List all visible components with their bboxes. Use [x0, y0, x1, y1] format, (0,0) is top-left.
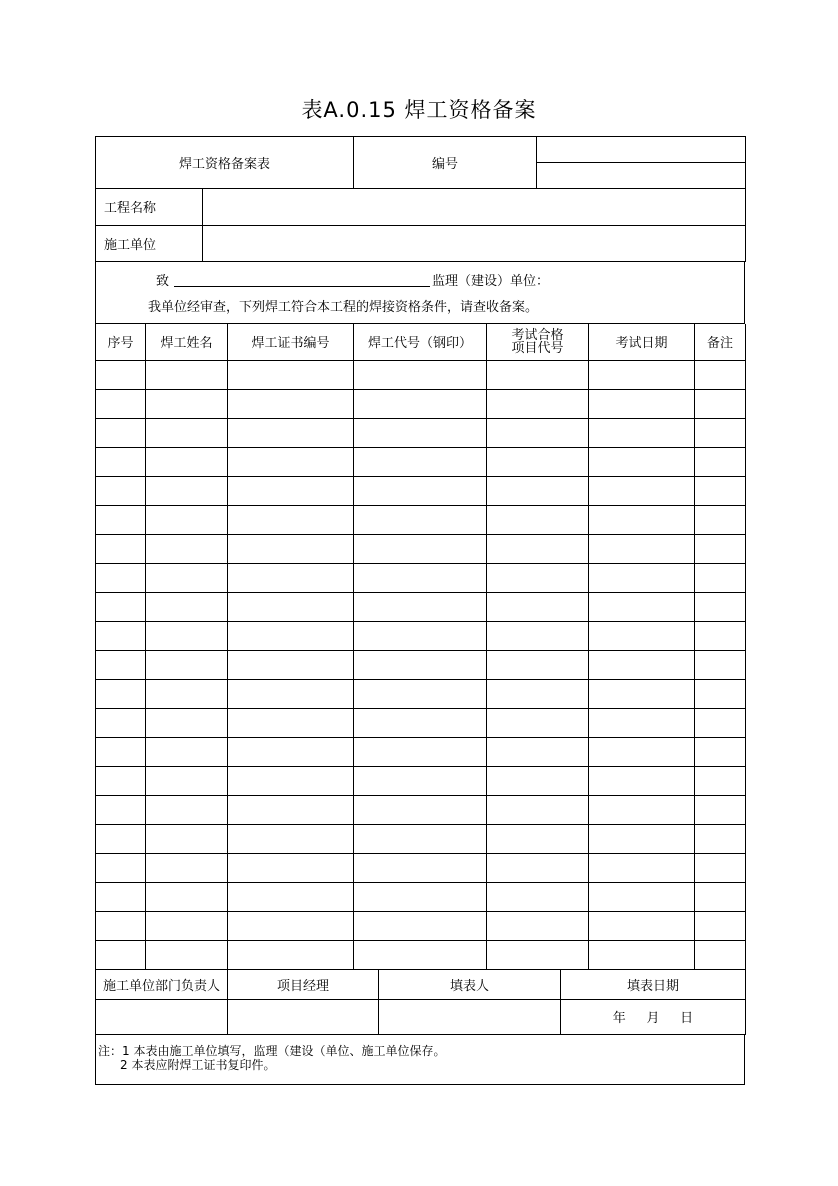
table-cell[interactable]	[228, 854, 354, 883]
table-cell[interactable]	[487, 680, 589, 709]
table-cell[interactable]	[589, 912, 695, 941]
table-cell[interactable]	[354, 419, 487, 448]
welder-rows	[96, 361, 746, 970]
table-cell[interactable]	[228, 941, 354, 970]
table-cell[interactable]	[354, 680, 487, 709]
table-cell[interactable]	[589, 796, 695, 825]
table-row	[96, 564, 746, 593]
table-cell[interactable]	[487, 854, 589, 883]
table-cell[interactable]	[589, 941, 695, 970]
table-cell[interactable]	[695, 564, 746, 593]
table-cell[interactable]	[487, 796, 589, 825]
table-cell[interactable]	[589, 419, 695, 448]
table-cell[interactable]	[487, 767, 589, 796]
fill-date-label: 填表日期	[561, 970, 746, 999]
table-cell[interactable]	[96, 419, 146, 448]
col-header-qualified-line1: 考试合格	[511, 327, 564, 343]
table-cell[interactable]	[96, 680, 146, 709]
table-cell[interactable]	[354, 622, 487, 651]
table-cell[interactable]	[354, 477, 487, 506]
table-cell[interactable]	[695, 912, 746, 941]
table-cell[interactable]	[695, 477, 746, 506]
table-row	[96, 738, 746, 767]
table-cell[interactable]	[354, 506, 487, 535]
table-cell[interactable]	[487, 506, 589, 535]
table-cell[interactable]	[589, 390, 695, 419]
table-cell[interactable]	[589, 622, 695, 651]
table-cell[interactable]	[354, 564, 487, 593]
table-cell[interactable]	[589, 506, 695, 535]
table-row	[96, 448, 746, 477]
table-cell[interactable]	[146, 738, 228, 767]
table-cell[interactable]	[487, 825, 589, 854]
table-cell[interactable]	[146, 564, 228, 593]
construction-unit-label: 施工单位	[96, 225, 203, 261]
table-cell[interactable]	[695, 941, 746, 970]
table-cell[interactable]	[228, 622, 354, 651]
table-cell[interactable]	[96, 651, 146, 680]
table-cell[interactable]	[354, 651, 487, 680]
table-cell[interactable]	[96, 361, 146, 390]
table-cell[interactable]	[354, 593, 487, 622]
table-cell[interactable]	[695, 419, 746, 448]
recipient-field[interactable]	[174, 286, 430, 287]
supervisor-label: 监理（建设）单位：	[432, 273, 550, 289]
table-row	[96, 825, 746, 854]
table-cell[interactable]	[146, 912, 228, 941]
table-cell[interactable]	[146, 361, 228, 390]
table-cell[interactable]	[228, 593, 354, 622]
table-row	[96, 854, 746, 883]
table-cell[interactable]	[487, 912, 589, 941]
table-cell[interactable]	[354, 912, 487, 941]
table-cell[interactable]	[146, 506, 228, 535]
table-cell[interactable]	[146, 854, 228, 883]
filler-signature[interactable]	[379, 999, 561, 1034]
table-cell[interactable]	[96, 883, 146, 912]
table-cell[interactable]	[487, 477, 589, 506]
number-field-1[interactable]	[537, 137, 746, 163]
table-cell[interactable]	[695, 390, 746, 419]
table-cell[interactable]	[228, 883, 354, 912]
page-title: 表A.0.15 焊工资格备案	[301, 98, 537, 122]
table-cell[interactable]	[96, 564, 146, 593]
table-cell[interactable]	[695, 883, 746, 912]
table-cell[interactable]	[146, 796, 228, 825]
table-cell[interactable]	[589, 767, 695, 796]
table-cell[interactable]	[589, 651, 695, 680]
note-line-2: 2 本表应附焊工证书复印件。	[120, 1057, 276, 1072]
table-cell[interactable]	[589, 680, 695, 709]
table-cell[interactable]	[146, 941, 228, 970]
table-cell[interactable]	[354, 767, 487, 796]
table-cell[interactable]	[695, 651, 746, 680]
table-cell[interactable]	[354, 941, 487, 970]
table-cell[interactable]	[146, 709, 228, 738]
table-cell[interactable]	[589, 448, 695, 477]
notes-block	[95, 1035, 745, 1085]
table-cell[interactable]	[695, 767, 746, 796]
table-cell[interactable]	[146, 622, 228, 651]
day-label: 日	[680, 1011, 694, 1026]
number-label: 编号	[354, 137, 537, 189]
table-cell[interactable]	[354, 883, 487, 912]
table-row	[96, 883, 746, 912]
table-row	[96, 477, 746, 506]
table-cell[interactable]	[96, 941, 146, 970]
table-cell[interactable]	[487, 738, 589, 767]
welder-table	[95, 324, 746, 971]
record-form	[95, 136, 745, 1085]
dept-head-signature[interactable]	[96, 999, 228, 1034]
table-row	[96, 506, 746, 535]
col-header-qualified-line2: 项目代号	[511, 340, 564, 356]
notice-body: 我单位经审查，下列焊工符合本工程的焊接资格条件，请查收备案。	[148, 299, 539, 315]
table-cell[interactable]	[146, 390, 228, 419]
table-cell[interactable]	[487, 564, 589, 593]
project-name-label: 工程名称	[96, 189, 203, 225]
project-name-field[interactable]	[203, 189, 746, 225]
col-header-qualified-item	[487, 324, 589, 361]
year-label: 年	[612, 1011, 626, 1026]
table-cell[interactable]	[589, 883, 695, 912]
table-cell[interactable]	[695, 448, 746, 477]
table-cell[interactable]	[589, 709, 695, 738]
project-info-table	[95, 189, 746, 262]
table-cell[interactable]	[589, 361, 695, 390]
table-cell[interactable]	[228, 738, 354, 767]
number-field-2[interactable]	[537, 163, 746, 189]
table-cell[interactable]	[695, 622, 746, 651]
table-row	[96, 593, 746, 622]
table-cell[interactable]	[487, 593, 589, 622]
table-cell[interactable]	[96, 506, 146, 535]
table-cell[interactable]	[228, 912, 354, 941]
table-cell[interactable]	[695, 535, 746, 564]
signature-table	[95, 970, 746, 1035]
table-cell[interactable]	[354, 796, 487, 825]
table-cell[interactable]	[354, 535, 487, 564]
table-row	[96, 361, 746, 390]
table-cell[interactable]	[487, 883, 589, 912]
table-cell[interactable]	[695, 709, 746, 738]
table-cell[interactable]	[354, 738, 487, 767]
table-cell[interactable]	[146, 535, 228, 564]
table-row	[96, 941, 746, 970]
table-cell[interactable]	[228, 709, 354, 738]
table-cell[interactable]	[589, 825, 695, 854]
table-row	[96, 767, 746, 796]
table-cell[interactable]	[589, 593, 695, 622]
table-cell[interactable]	[487, 448, 589, 477]
table-cell[interactable]	[589, 854, 695, 883]
col-header-code: 焊工代号（钢印）	[354, 324, 487, 361]
table-cell[interactable]	[487, 419, 589, 448]
table-cell[interactable]	[354, 854, 487, 883]
table-cell[interactable]	[228, 390, 354, 419]
table-cell[interactable]	[228, 796, 354, 825]
table-cell[interactable]	[589, 564, 695, 593]
table-cell[interactable]	[146, 477, 228, 506]
table-cell[interactable]	[354, 448, 487, 477]
table-cell[interactable]	[96, 622, 146, 651]
table-row	[96, 622, 746, 651]
table-cell[interactable]	[96, 535, 146, 564]
table-row	[96, 535, 746, 564]
table-cell[interactable]	[487, 622, 589, 651]
table-cell[interactable]	[487, 390, 589, 419]
table-cell[interactable]	[228, 825, 354, 854]
table-cell[interactable]	[228, 361, 354, 390]
table-cell[interactable]	[589, 477, 695, 506]
table-row	[96, 912, 746, 941]
table-cell[interactable]	[146, 767, 228, 796]
table-cell[interactable]	[589, 535, 695, 564]
col-header-exam-date: 考试日期	[589, 324, 695, 361]
table-cell[interactable]	[96, 912, 146, 941]
table-row	[96, 709, 746, 738]
table-cell[interactable]	[487, 709, 589, 738]
table-cell[interactable]	[146, 448, 228, 477]
table-row	[96, 390, 746, 419]
table-cell[interactable]	[695, 593, 746, 622]
table-cell[interactable]	[695, 825, 746, 854]
table-cell[interactable]	[146, 680, 228, 709]
table-row	[96, 680, 746, 709]
col-header-certificate: 焊工证书编号	[228, 324, 354, 361]
table-cell[interactable]	[354, 709, 487, 738]
project-manager-signature[interactable]	[228, 999, 379, 1034]
table-cell[interactable]	[228, 564, 354, 593]
form-name: 焊工资格备案表	[96, 137, 354, 189]
table-cell[interactable]	[228, 535, 354, 564]
table-cell[interactable]	[487, 941, 589, 970]
table-cell[interactable]	[589, 738, 695, 767]
table-cell[interactable]	[228, 680, 354, 709]
table-cell[interactable]	[96, 477, 146, 506]
table-cell[interactable]	[695, 854, 746, 883]
table-cell[interactable]	[695, 796, 746, 825]
table-cell[interactable]	[695, 738, 746, 767]
table-cell[interactable]	[695, 680, 746, 709]
table-cell[interactable]	[96, 825, 146, 854]
construction-unit-field[interactable]	[203, 225, 746, 261]
table-cell[interactable]	[354, 361, 487, 390]
table-cell[interactable]	[96, 796, 146, 825]
table-cell[interactable]	[96, 854, 146, 883]
table-cell[interactable]	[96, 738, 146, 767]
table-cell[interactable]	[146, 593, 228, 622]
table-cell[interactable]	[228, 448, 354, 477]
table-cell[interactable]	[228, 506, 354, 535]
table-cell[interactable]	[96, 448, 146, 477]
table-cell[interactable]	[146, 883, 228, 912]
col-header-remarks: 备注	[695, 324, 746, 361]
filler-label: 填表人	[379, 970, 561, 999]
table-cell[interactable]	[146, 825, 228, 854]
header-table	[95, 136, 746, 189]
table-cell[interactable]	[487, 535, 589, 564]
col-header-name: 焊工姓名	[146, 324, 228, 361]
col-header-index: 序号	[96, 324, 146, 361]
table-cell[interactable]	[146, 651, 228, 680]
table-cell[interactable]	[695, 361, 746, 390]
project-manager-label: 项目经理	[228, 970, 379, 999]
table-row	[96, 796, 746, 825]
fill-date-field[interactable]	[561, 999, 746, 1034]
table-cell[interactable]	[96, 390, 146, 419]
table-cell[interactable]	[228, 477, 354, 506]
month-label: 月	[646, 1011, 660, 1026]
table-cell[interactable]	[354, 390, 487, 419]
table-cell[interactable]	[96, 709, 146, 738]
table-cell[interactable]	[487, 361, 589, 390]
table-cell[interactable]	[228, 767, 354, 796]
table-cell[interactable]	[96, 593, 146, 622]
table-cell[interactable]	[228, 419, 354, 448]
table-cell[interactable]	[228, 651, 354, 680]
table-cell[interactable]	[487, 651, 589, 680]
dept-head-label: 施工单位部门负责人	[96, 970, 228, 999]
table-row	[96, 651, 746, 680]
notice-block	[95, 262, 745, 324]
table-cell[interactable]	[146, 419, 228, 448]
table-cell[interactable]	[354, 825, 487, 854]
to-label: 致	[156, 273, 170, 289]
table-row	[96, 419, 746, 448]
table-cell[interactable]	[96, 767, 146, 796]
table-cell[interactable]	[695, 506, 746, 535]
note-line-1: 注：1 本表由施工单位填写，监理（建设（单位、施工单位保存。	[98, 1043, 446, 1058]
